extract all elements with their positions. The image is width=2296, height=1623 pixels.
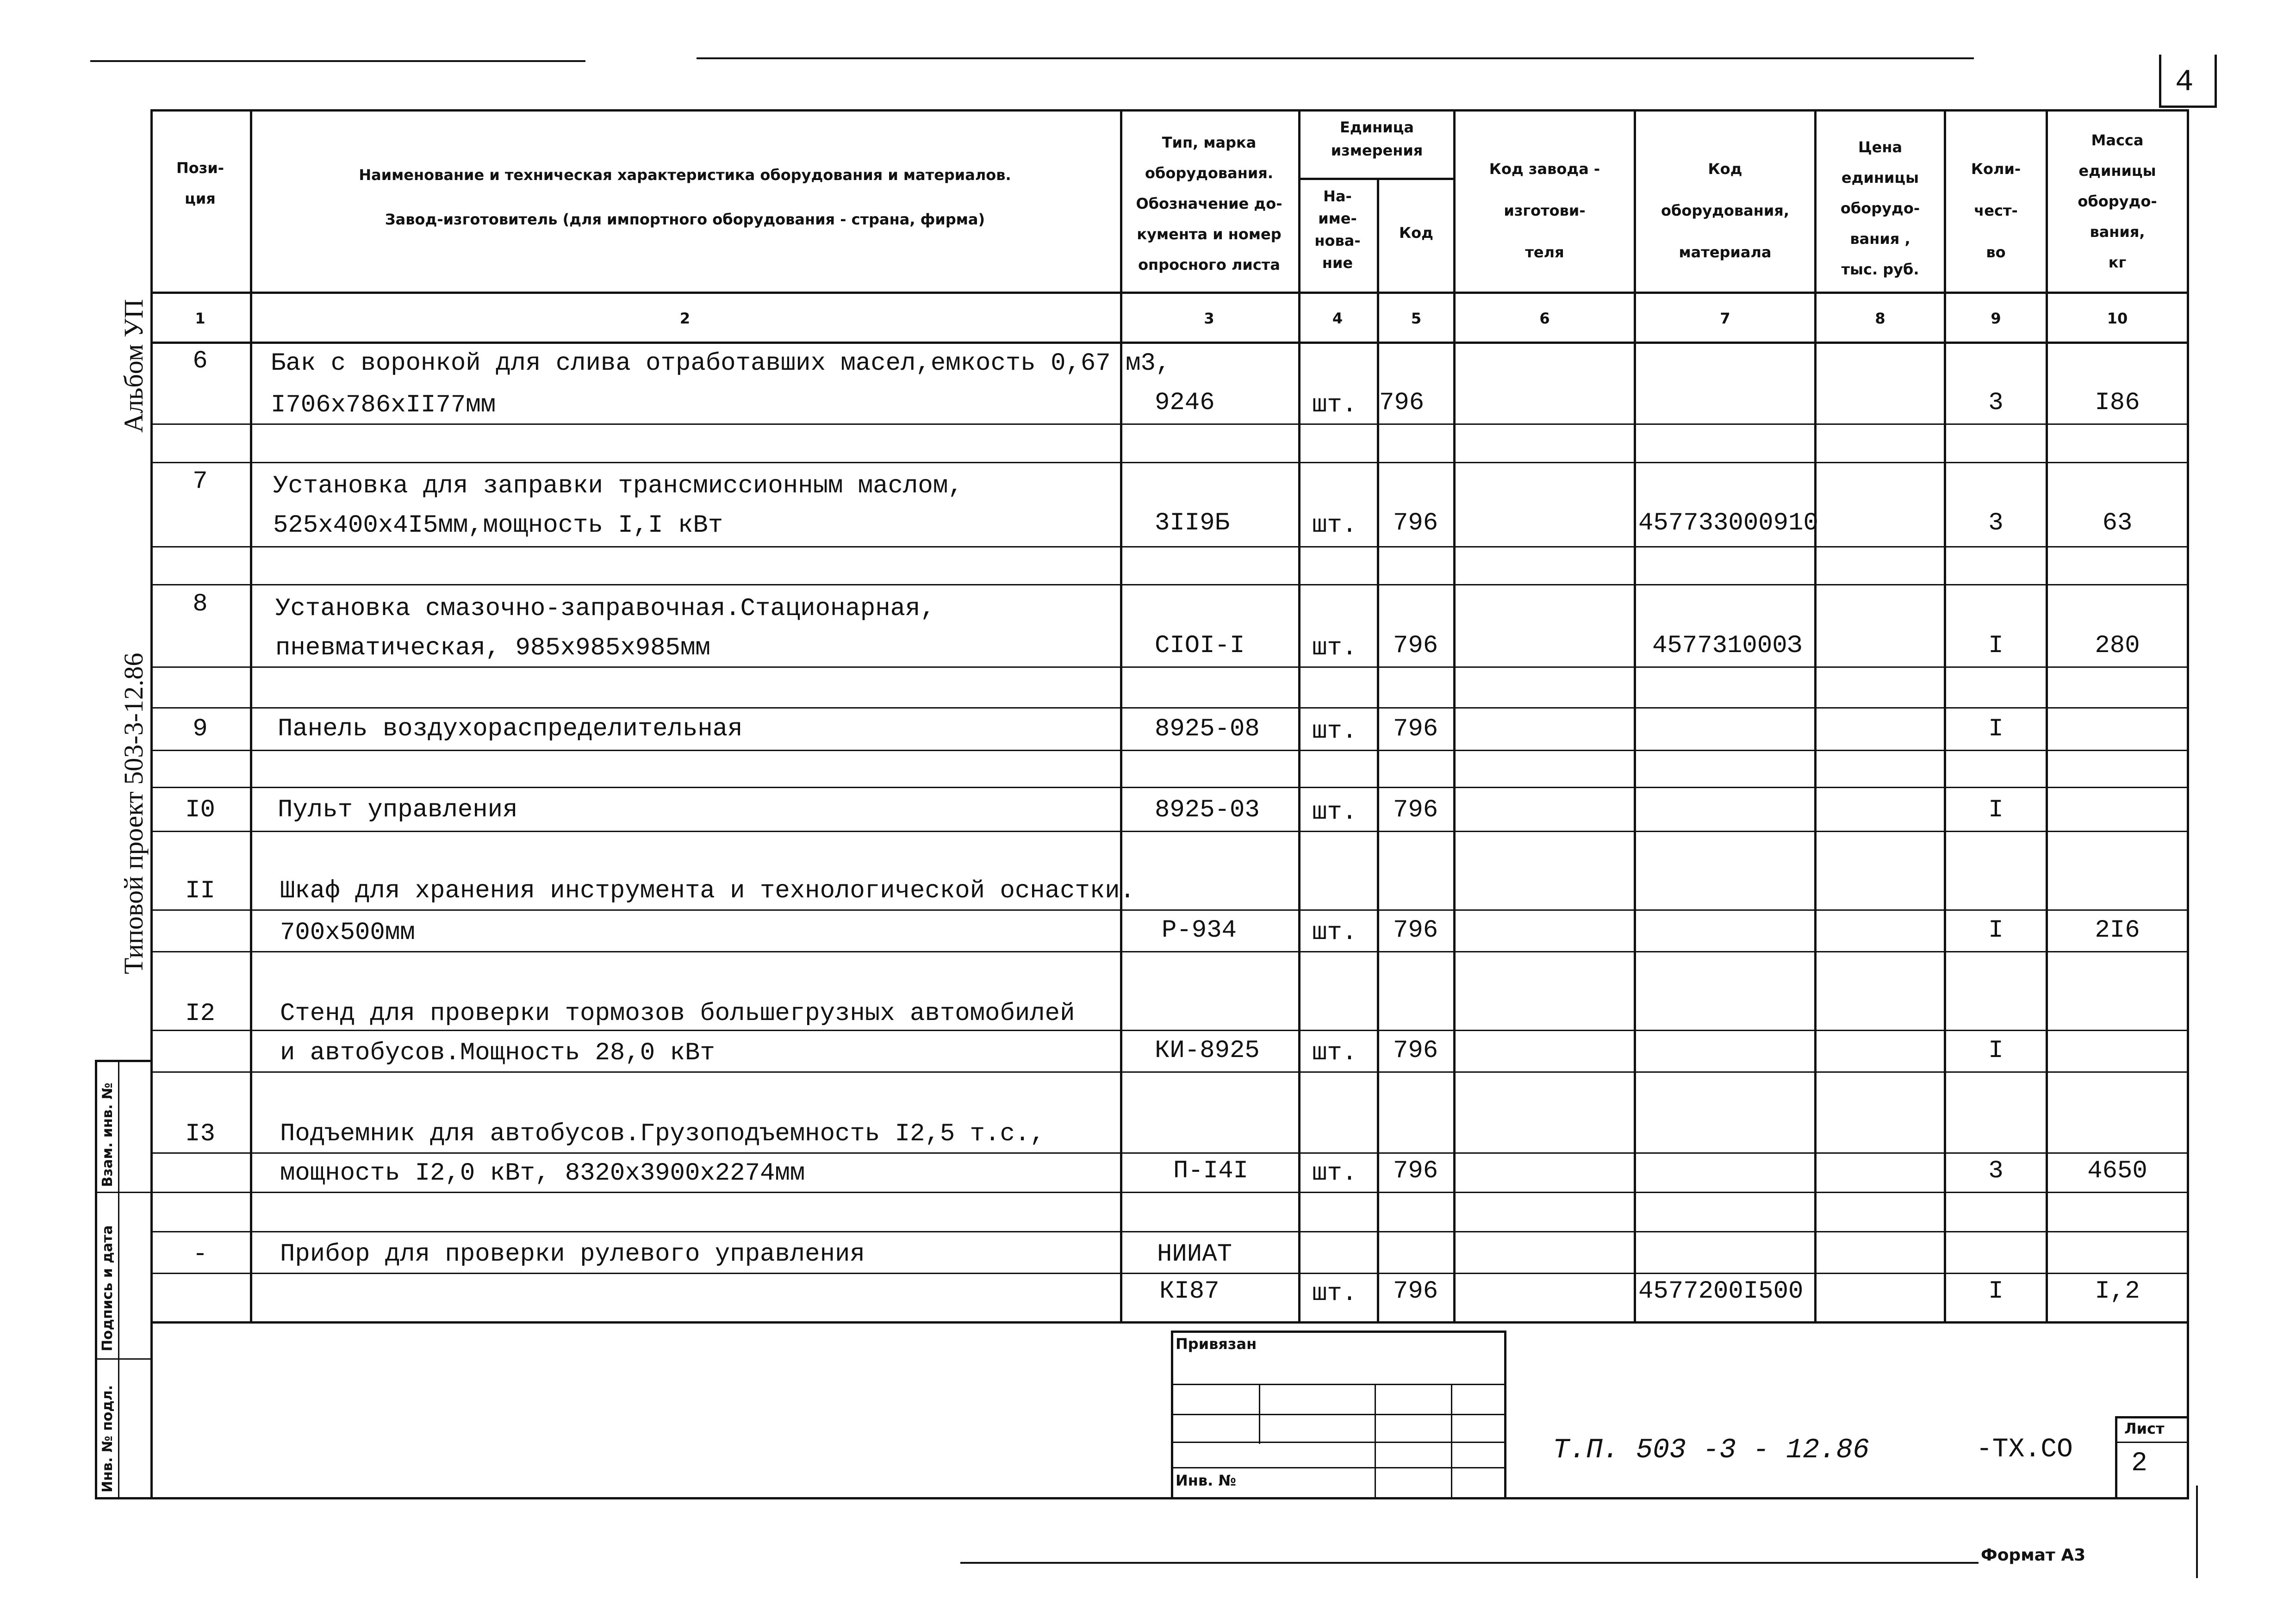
row-separator: [153, 1192, 2187, 1193]
row-dash-qty: I: [1988, 1277, 2004, 1306]
row-8-unit-code: 796: [1393, 632, 1438, 660]
header-bottom-border: [150, 292, 2189, 294]
tb-privyazan-top: [1171, 1331, 1506, 1333]
row-10-qty: I: [1988, 796, 2004, 824]
row-11-position: II: [185, 877, 215, 905]
stamp-podpis-data: Подпись и дата: [100, 1225, 116, 1351]
colnum-5: 5: [1411, 310, 1422, 327]
top-margin-line-right: [697, 57, 1974, 59]
col-line-7: [1814, 109, 1817, 1324]
row-separator: [153, 1231, 2187, 1232]
row-9-name-line1: Панель воздухораспределительная: [278, 715, 743, 743]
row-11-mass: 2I6: [2095, 916, 2140, 945]
row-13-unit-code: 796: [1393, 1157, 1438, 1185]
row-12-unit-code: 796: [1393, 1037, 1438, 1065]
side-album-title: Альбом УП: [118, 299, 149, 433]
row-9-position: 9: [193, 715, 208, 743]
row-7-position: 7: [193, 467, 208, 496]
row-separator: [153, 1152, 2187, 1154]
row-8-position: 8: [193, 590, 208, 618]
row-12-unit: шт.: [1312, 1039, 1357, 1067]
stamp-inv-podl: Инв. № подл.: [100, 1385, 116, 1492]
row-9-unit: шт.: [1312, 717, 1357, 746]
frame-bottom-border: [95, 1497, 2189, 1499]
sheet-corner-number: 4: [2175, 65, 2194, 99]
header-type: Тип, марка оборудования. Обозначение до- кумента и номер опросного листа: [1136, 134, 1282, 274]
header-mass: Масса единицы оборудо- вания, кг: [2078, 131, 2157, 271]
header-position: Пози- ция: [176, 159, 224, 207]
row-6-type: 9246: [1155, 389, 1215, 417]
row-13-name-line2: мощность I2,0 кВт, 8320x3900x2274мм: [280, 1159, 805, 1188]
row-dash-name-line1: Прибор для проверки рулевого управления: [280, 1240, 865, 1269]
header-factory-code: Код завода - изготови- теля: [1489, 160, 1600, 261]
tb-grid-v1: [1259, 1384, 1260, 1444]
colnum-4: 4: [1332, 310, 1343, 327]
colnum-9: 9: [1991, 310, 2001, 327]
row-7-equip-code: 457733000910: [1638, 509, 1818, 537]
stamp-top: [95, 1060, 153, 1062]
stamp-left-border: [95, 1060, 97, 1499]
col-line-1: [250, 109, 252, 1324]
row-12-position: I2: [185, 1000, 215, 1028]
row-dash-position: -: [193, 1240, 208, 1269]
row-13-mass: 4650: [2087, 1157, 2147, 1185]
row-9-unit-code: 796: [1393, 715, 1438, 743]
row-6-unit: шт.: [1312, 391, 1357, 419]
header-unit-name: На- име- нова- ние: [1314, 187, 1361, 272]
row-8-mass: 280: [2095, 632, 2140, 660]
row-12-name-line2: и автобусов.Мощность 28,0 кВт: [280, 1039, 715, 1067]
row-11-type: Р-934: [1162, 916, 1237, 945]
colnum-10: 10: [2107, 310, 2128, 327]
row-7-name-line2: 525x400x4I5мм,мощность I,I кВт: [273, 511, 723, 540]
header-unit-code: Код: [1399, 224, 1433, 242]
row-10-position: I0: [185, 796, 215, 824]
top-margin-line-left: [90, 60, 585, 62]
row-dash-unit-code: 796: [1393, 1277, 1438, 1306]
row-separator: [153, 750, 2187, 751]
row-8-type: CIOI-I: [1155, 632, 1245, 660]
header-quantity: Коли- чест- во: [1971, 160, 2021, 261]
row-13-unit: шт.: [1312, 1159, 1357, 1188]
row-9-qty: I: [1988, 715, 2004, 743]
header-price: Цена единицы оборудо- вания , тыс. руб.: [1840, 138, 1920, 278]
row-7-unit: шт.: [1312, 511, 1357, 540]
right-margin-mark: [2196, 1486, 2198, 1578]
tb-sheet-number: 2: [2131, 1449, 2147, 1479]
colnum-8: 8: [1875, 310, 1885, 327]
row-6-name-line1: Бак с воронкой для слива отработавших масел,емкость 0,67 м3,: [271, 349, 1171, 378]
row-6-position: 6: [193, 347, 208, 375]
stamp-vzam-inv: Взам. инв. №: [100, 1082, 116, 1187]
row-11-qty: I: [1988, 916, 2004, 945]
col-line-9: [2046, 109, 2048, 1324]
row-8-name-line2: пневматическая, 985x985x985мм: [275, 634, 710, 662]
row-separator: [153, 1030, 2187, 1031]
side-project-title: Типовой проект 503-3-12.86: [118, 653, 149, 974]
row-6-unit-code: 796: [1379, 389, 1425, 417]
row-12-type: КИ-8925: [1155, 1037, 1260, 1065]
frame-right-border: [2187, 109, 2189, 1499]
row-13-qty: 3: [1988, 1157, 2004, 1185]
row-6-name-line2: I706x786xII77мм: [271, 391, 496, 419]
tb-sheet-box-top: [2115, 1416, 2189, 1418]
row-separator: [153, 423, 2187, 425]
col-line-5: [1453, 109, 1456, 1324]
stamp-inner-line: [118, 1060, 119, 1499]
tb-grid-v3: [1451, 1384, 1452, 1499]
col-line-2: [1120, 109, 1122, 1324]
row-separator: [153, 831, 2187, 832]
stamp-sep-2: [95, 1358, 153, 1360]
row-9-type: 8925-08: [1155, 715, 1260, 743]
row-separator: [153, 707, 2187, 709]
header-unit: Единица измерения: [1331, 118, 1423, 159]
corner-box-left: [2159, 55, 2161, 108]
row-dash-type-line1: НИИАТ: [1157, 1240, 1232, 1269]
row-12-name-line1: Стенд для проверки тормозов большегрузных автомобилей: [280, 1000, 1075, 1028]
row-separator: [153, 666, 2187, 668]
row-8-equip-code: 457731000З: [1652, 632, 1803, 660]
tb-doc-code: Т.П. 503 -3 - 12.86: [1553, 1435, 1870, 1466]
row-13-type: П-I4I: [1173, 1157, 1249, 1185]
row-separator: [153, 787, 2187, 788]
row-6-mass: I86: [2095, 389, 2140, 417]
row-separator: [153, 1273, 2187, 1274]
row-10-name-line1: Пульт управления: [278, 796, 518, 824]
format-label: Формат А3: [1981, 1546, 2086, 1565]
corner-box-bottom: [2159, 106, 2217, 108]
row-dash-equip-code: 4577200I500: [1638, 1277, 1804, 1306]
tb-grid-v2: [1375, 1384, 1376, 1499]
col-line-6: [1634, 109, 1636, 1324]
colnum-6: 6: [1539, 310, 1550, 327]
row-dash-unit: шт.: [1312, 1280, 1357, 1308]
stamp-sep-1: [95, 1192, 153, 1193]
row-separator: [153, 584, 2187, 585]
tb-inv-no-label: Инв. №: [1176, 1472, 1236, 1489]
header-equip-code: Код оборудования, материала: [1661, 160, 1789, 261]
row-10-unit: шт.: [1312, 798, 1357, 827]
row-11-unit-code: 796: [1393, 916, 1438, 945]
row-8-qty: I: [1988, 632, 2004, 660]
row-dash-mass: I,2: [2095, 1277, 2140, 1306]
row-11-name-line2: 700x500мм: [280, 919, 415, 947]
header-name: Наименование и техническая характеристика оборудования и материалов. Завод-изготовитель (для импортного оборудования - страна, фирма): [359, 166, 1011, 228]
row-11-name-line1: Шкаф для хранения инструмента и технологической оснастки.: [280, 877, 1135, 905]
row-separator: [153, 951, 2187, 952]
colnum-7: 7: [1720, 310, 1730, 327]
colnum-3: 3: [1204, 310, 1214, 327]
row-7-name-line1: Установка для заправки трансмиссионным маслом,: [273, 472, 963, 500]
row-7-type: 3II9Б: [1155, 509, 1230, 537]
row-7-mass: 63: [2102, 509, 2133, 537]
row-separator: [153, 462, 2187, 463]
row-separator: [153, 1071, 2187, 1073]
row-7-qty: 3: [1988, 509, 2004, 537]
row-10-unit-code: 796: [1393, 796, 1438, 824]
row-6-qty: 3: [1988, 389, 2004, 417]
row-8-unit: шт.: [1312, 634, 1357, 662]
table-top-border: [150, 109, 2189, 112]
row-11-unit: шт.: [1312, 919, 1357, 947]
tb-grid-4: [1171, 1467, 1506, 1468]
tb-doc-suffix: -ТХ.СО: [1976, 1435, 2073, 1465]
tb-sheet-label: Лист: [2124, 1420, 2165, 1437]
col-line-3: [1298, 109, 1300, 1324]
colnum-bottom-border: [150, 342, 2189, 344]
row-13-name-line1: Подъемник для автобусов.Грузоподъемность I2,5 т.с.,: [280, 1120, 1045, 1148]
tb-grid-2: [1171, 1414, 1506, 1415]
corner-box-right: [2215, 55, 2217, 108]
unit-subheader-line: [1298, 178, 1456, 180]
row-8-name-line1: Установка смазочно-заправочная.Стационарная,: [275, 595, 935, 623]
colnum-2: 2: [679, 310, 691, 327]
row-10-type: 8925-03: [1155, 796, 1260, 824]
tb-grid-3: [1171, 1442, 1506, 1443]
tb-privyazan-label: Привязан: [1176, 1335, 1257, 1353]
row-12-qty: I: [1988, 1037, 2004, 1065]
colnum-1: 1: [195, 310, 205, 327]
row-separator: [153, 909, 2187, 911]
tb-sheet-box-left: [2115, 1416, 2117, 1499]
row-separator: [153, 546, 2187, 547]
tb-grid-1: [1171, 1384, 1506, 1385]
footer-line: [960, 1562, 1979, 1564]
row-7-unit-code: 796: [1393, 509, 1438, 537]
row-13-position: I3: [185, 1120, 215, 1148]
row-dash-type-line2: КI87: [1159, 1277, 1220, 1306]
tb-sheet-box-mid: [2115, 1442, 2189, 1443]
table-bottom-border: [150, 1321, 2189, 1324]
